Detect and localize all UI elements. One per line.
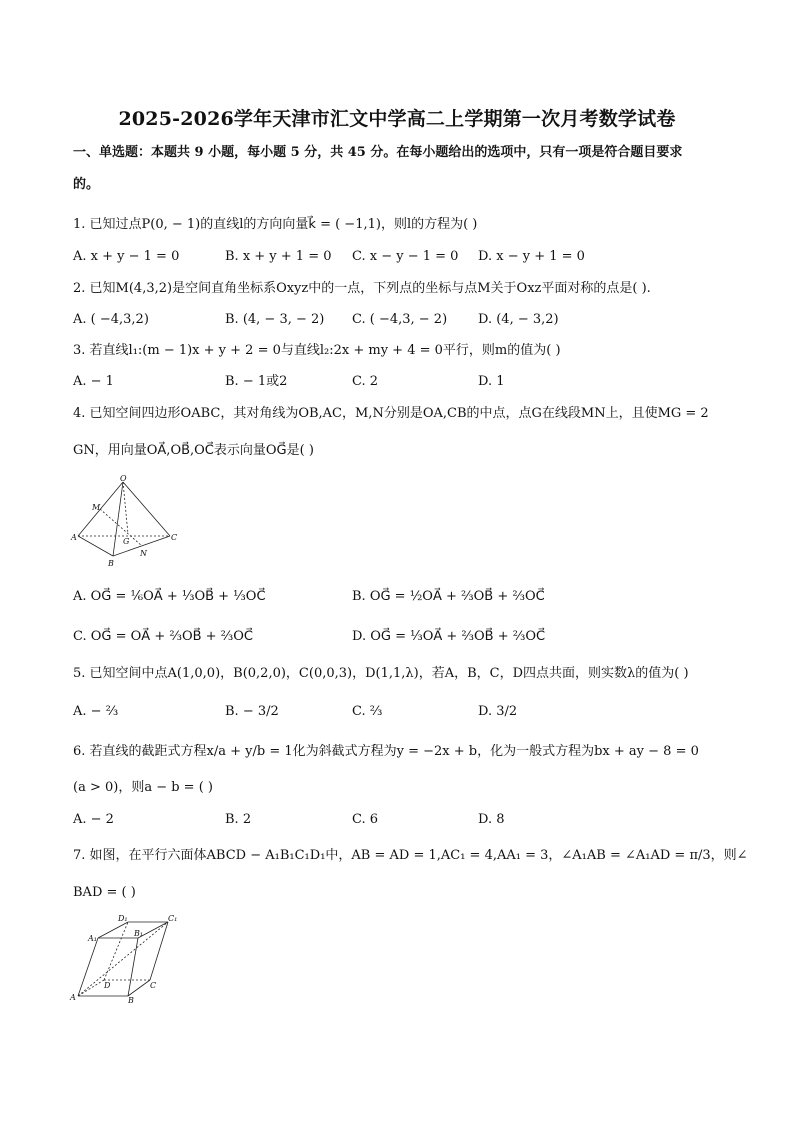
q5-option-c: C. ⅔ bbox=[352, 704, 383, 719]
question-6-stem-line2: (a > 0)，则a − b = ( ) bbox=[73, 780, 213, 795]
q3-option-a: A. − 1 bbox=[73, 374, 114, 389]
question-7-stem-line1: 7. 如图，在平行六面体ABCD − A₁B₁C₁D₁中，AB = AD = 1,AC₁ = 4,AA₁ = 3，∠A₁AB = ∠A₁AD = π/3，则∠ bbox=[73, 848, 748, 863]
question-4-stem-line2: GN，用向量OA⃗,OB⃗,OC⃗表示向量OG⃗是( ) bbox=[73, 443, 314, 458]
q6-option-c: C. 6 bbox=[352, 812, 379, 827]
question-1-stem: 1. 已知过点P(0, − 1)的直线l的方向向量k⃗ = ( −1,1)，则l的方程为( ) bbox=[73, 217, 478, 232]
question-6-stem-line1: 6. 若直线的截距式方程x/a + y/b = 1化为斜截式方程为y = −2x + b，化为一般式方程为bx + ay − 8 = 0 bbox=[73, 744, 699, 759]
fig4-label-O: O bbox=[120, 474, 127, 483]
question-4-stem-line1: 4. 已知空间四边形OABC，其对角线为OB,AC，M,N分别是OA,CB的中点，点G在线段MN上，且使MG = 2 bbox=[73, 406, 709, 421]
fig7-label-C: C bbox=[150, 981, 157, 990]
q5-option-a: A. − ⅔ bbox=[73, 704, 119, 719]
fig4-label-G: G bbox=[123, 537, 130, 546]
q1-option-c: C. x − y − 1 = 0 bbox=[352, 249, 459, 264]
fig4-label-C: C bbox=[171, 533, 178, 542]
q4-option-c: C. OG⃗ = OA⃗ + ⅔OB⃗ + ⅔OC⃗ bbox=[73, 629, 254, 644]
fig4-label-A: A bbox=[71, 533, 77, 542]
fig7-label-A: A bbox=[70, 993, 76, 1002]
q3-option-c: C. 2 bbox=[352, 374, 379, 389]
page-title: 2025-2026学年天津市汇文中学高二上学期第一次月考数学试卷 bbox=[118, 108, 676, 130]
fig7-label-B1: B₁ bbox=[134, 929, 144, 938]
tetrahedron-figure bbox=[68, 474, 180, 574]
fig7-label-D1: D₁ bbox=[118, 914, 128, 923]
fig7-label-B: B bbox=[128, 996, 134, 1004]
fig4-label-M: M bbox=[92, 503, 101, 512]
q2-option-b: B. (4, − 3, − 2) bbox=[225, 312, 325, 327]
question-7-stem-line2: BAD = ( ) bbox=[73, 885, 136, 900]
q3-option-d: D. 1 bbox=[478, 374, 505, 389]
q4-option-d: D. OG⃗ = ⅓OA⃗ + ⅔OB⃗ + ⅔OC⃗ bbox=[352, 629, 546, 644]
section-header-line2: 的。 bbox=[73, 177, 100, 192]
q6-option-b: B. 2 bbox=[225, 812, 252, 827]
q2-option-a: A. ( −4,3,2) bbox=[73, 312, 149, 327]
q2-option-d: D. (4, − 3,2) bbox=[478, 312, 559, 327]
q1-option-a: A. x + y − 1 = 0 bbox=[73, 249, 180, 264]
q2-option-c: C. ( −4,3, − 2) bbox=[352, 312, 448, 327]
q1-option-d: D. x − y + 1 = 0 bbox=[478, 249, 585, 264]
q6-option-d: D. 8 bbox=[478, 812, 505, 827]
fig4-label-N: N bbox=[140, 549, 147, 558]
q6-option-a: A. − 2 bbox=[73, 812, 114, 827]
q5-option-d: D. 3/2 bbox=[478, 704, 518, 719]
q3-option-b: B. − 1或2 bbox=[225, 374, 288, 389]
question-5-stem: 5. 已知空间中点A(1,0,0)，B(0,2,0)，C(0,0,3)，D(1,1,λ)，若A，B，C，D四点共面，则实数λ的值为( ) bbox=[73, 666, 689, 681]
section-header-line1: 一、单选题：本题共 9 小题，每小题 5 分，共 45 分。在每小题给出的选项中，只有一项是符合题目要求 bbox=[73, 145, 683, 160]
fig7-label-A1: A₁ bbox=[88, 934, 97, 943]
q4-option-a: A. OG⃗ = ⅙OA⃗ + ⅓OB⃗ + ⅓OC⃗ bbox=[73, 589, 266, 604]
q4-option-b: B. OG⃗ = ½OA⃗ + ⅔OB⃗ + ⅔OC⃗ bbox=[352, 589, 545, 604]
fig7-label-C1: C₁ bbox=[168, 914, 178, 923]
question-2-stem: 2. 已知M(4,3,2)是空间直角坐标系Oxyz中的一点，下列点的坐标与点M关于Oxz平面对称的点是( ). bbox=[73, 281, 651, 296]
question-3-stem: 3. 若直线l₁:(m − 1)x + y + 2 = 0与直线l₂:2x + my + 4 = 0平行，则m的值为( ) bbox=[73, 343, 561, 358]
fig7-label-D: D bbox=[104, 981, 111, 990]
q5-option-b: B. − 3/2 bbox=[225, 704, 279, 719]
fig4-label-B: B bbox=[108, 559, 114, 568]
parallelepiped-figure bbox=[68, 912, 180, 1004]
q1-option-b: B. x + y + 1 = 0 bbox=[225, 249, 332, 264]
